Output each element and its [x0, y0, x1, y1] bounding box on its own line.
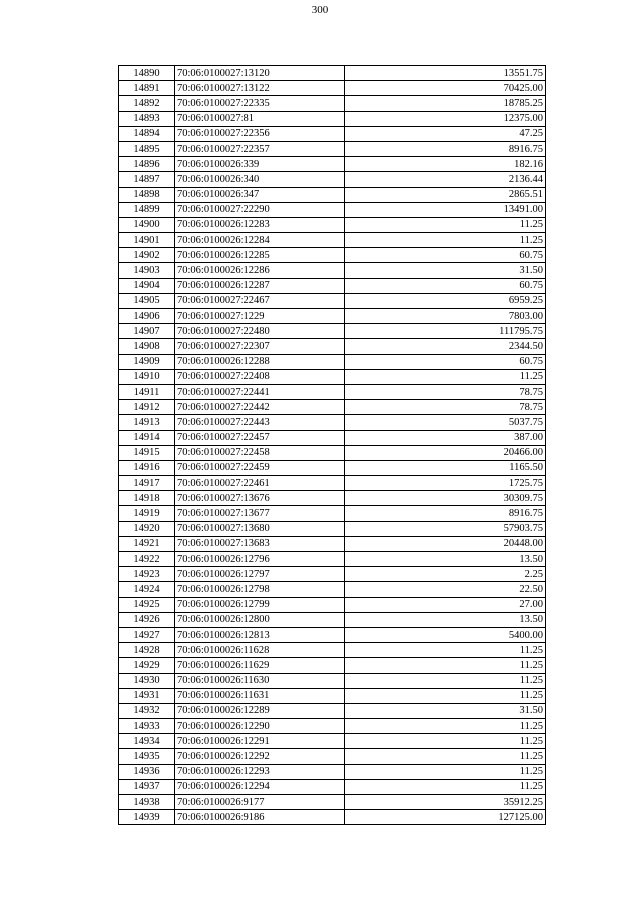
row-number-cell: 14895 — [119, 141, 175, 156]
table-row — [119, 96, 546, 111]
value-cell: 5400.00 — [345, 627, 546, 642]
cadastral-table — [118, 65, 546, 825]
table-row — [119, 536, 546, 551]
cadastral-number-cell: 70:06:0100026:12800 — [175, 612, 345, 627]
value-cell: 8916.75 — [345, 506, 546, 521]
table-row — [119, 506, 546, 521]
value-cell: 11.25 — [345, 369, 546, 384]
value-cell: 11.25 — [345, 673, 546, 688]
row-number-cell: 14909 — [119, 354, 175, 369]
value-cell: 20448.00 — [345, 536, 546, 551]
table-row — [119, 248, 546, 263]
cadastral-number-cell: 70:06:0100026:12797 — [175, 567, 345, 582]
value-cell: 78.75 — [345, 400, 546, 415]
row-number-cell: 14916 — [119, 460, 175, 475]
value-cell: 7803.00 — [345, 309, 546, 324]
table-row — [119, 597, 546, 612]
table-row — [119, 627, 546, 642]
value-cell: 13491.00 — [345, 202, 546, 217]
cadastral-number-cell: 70:06:0100026:12286 — [175, 263, 345, 278]
table-row — [119, 278, 546, 293]
table-row — [119, 354, 546, 369]
cadastral-number-cell: 70:06:0100027:22356 — [175, 126, 345, 141]
row-number-cell: 14918 — [119, 491, 175, 506]
table-row — [119, 445, 546, 460]
value-cell: 13.50 — [345, 612, 546, 627]
table-row — [119, 324, 546, 339]
value-cell: 31.50 — [345, 263, 546, 278]
cadastral-number-cell: 70:06:0100027:22461 — [175, 476, 345, 491]
row-number-cell: 14928 — [119, 643, 175, 658]
table-row — [119, 810, 546, 825]
row-number-cell: 14904 — [119, 278, 175, 293]
cadastral-number-cell: 70:06:0100026:11628 — [175, 643, 345, 658]
table-row — [119, 309, 546, 324]
row-number-cell: 14938 — [119, 795, 175, 810]
row-number-cell: 14932 — [119, 703, 175, 718]
cadastral-number-cell: 70:06:0100027:13122 — [175, 81, 345, 96]
row-number-cell: 14930 — [119, 673, 175, 688]
value-cell: 30309.75 — [345, 491, 546, 506]
cadastral-number-cell: 70:06:0100027:22408 — [175, 369, 345, 384]
value-cell: 127125.00 — [345, 810, 546, 825]
value-cell: 60.75 — [345, 278, 546, 293]
table-row — [119, 582, 546, 597]
row-number-cell: 14891 — [119, 81, 175, 96]
cadastral-number-cell: 70:06:0100026:11631 — [175, 688, 345, 703]
table-row — [119, 476, 546, 491]
cadastral-number-cell: 70:06:0100026:12289 — [175, 703, 345, 718]
table-row — [119, 643, 546, 658]
table-row — [119, 81, 546, 96]
table-row — [119, 141, 546, 156]
cadastral-number-cell: 70:06:0100026:12287 — [175, 278, 345, 293]
cadastral-number-cell: 70:06:0100026:12290 — [175, 719, 345, 734]
cadastral-number-cell: 70:06:0100026:12292 — [175, 749, 345, 764]
cadastral-number-cell: 70:06:0100026:12813 — [175, 627, 345, 642]
value-cell: 57903.75 — [345, 521, 546, 536]
value-cell: 11.25 — [345, 688, 546, 703]
row-number-cell: 14912 — [119, 400, 175, 415]
table-row — [119, 263, 546, 278]
value-cell: 78.75 — [345, 384, 546, 399]
value-cell: 47.25 — [345, 126, 546, 141]
cadastral-number-cell: 70:06:0100027:13676 — [175, 491, 345, 506]
table-row — [119, 688, 546, 703]
table-row — [119, 749, 546, 764]
row-number-cell: 14933 — [119, 719, 175, 734]
value-cell: 6959.25 — [345, 293, 546, 308]
value-cell: 2344.50 — [345, 339, 546, 354]
row-number-cell: 14892 — [119, 96, 175, 111]
cadastral-number-cell: 70:06:0100026:12283 — [175, 217, 345, 232]
cadastral-number-cell: 70:06:0100027:22467 — [175, 293, 345, 308]
row-number-cell: 14903 — [119, 263, 175, 278]
table-body — [119, 66, 546, 825]
table-row — [119, 172, 546, 187]
row-number-cell: 14927 — [119, 627, 175, 642]
cadastral-number-cell: 70:06:0100026:12293 — [175, 764, 345, 779]
value-cell: 8916.75 — [345, 141, 546, 156]
cadastral-number-cell: 70:06:0100027:22442 — [175, 400, 345, 415]
table-row — [119, 491, 546, 506]
value-cell: 11.25 — [345, 643, 546, 658]
table-row — [119, 293, 546, 308]
table-row — [119, 612, 546, 627]
cadastral-number-cell: 70:06:0100026:12799 — [175, 597, 345, 612]
value-cell: 27.00 — [345, 597, 546, 612]
row-number-cell: 14919 — [119, 506, 175, 521]
cadastral-number-cell: 70:06:0100027:22480 — [175, 324, 345, 339]
cadastral-number-cell: 70:06:0100027:1229 — [175, 309, 345, 324]
table-row — [119, 567, 546, 582]
row-number-cell: 14936 — [119, 764, 175, 779]
row-number-cell: 14931 — [119, 688, 175, 703]
row-number-cell: 14894 — [119, 126, 175, 141]
value-cell: 387.00 — [345, 430, 546, 445]
row-number-cell: 14905 — [119, 293, 175, 308]
value-cell: 12375.00 — [345, 111, 546, 126]
table-row — [119, 339, 546, 354]
value-cell: 2865.51 — [345, 187, 546, 202]
table-row — [119, 673, 546, 688]
value-cell: 11.25 — [345, 734, 546, 749]
table-row — [119, 111, 546, 126]
table-row — [119, 202, 546, 217]
row-number-cell: 14925 — [119, 597, 175, 612]
table-row — [119, 521, 546, 536]
table-row — [119, 384, 546, 399]
row-number-cell: 14897 — [119, 172, 175, 187]
value-cell: 182.16 — [345, 157, 546, 172]
cadastral-number-cell: 70:06:0100026:9177 — [175, 795, 345, 810]
value-cell: 11.25 — [345, 764, 546, 779]
table-row — [119, 719, 546, 734]
table-row — [119, 779, 546, 794]
row-number-cell: 14926 — [119, 612, 175, 627]
table-row — [119, 460, 546, 475]
cadastral-number-cell: 70:06:0100026:339 — [175, 157, 345, 172]
value-cell: 60.75 — [345, 354, 546, 369]
value-cell: 111795.75 — [345, 324, 546, 339]
value-cell: 11.25 — [345, 658, 546, 673]
row-number-cell: 14934 — [119, 734, 175, 749]
row-number-cell: 14924 — [119, 582, 175, 597]
cadastral-number-cell: 70:06:0100027:22441 — [175, 384, 345, 399]
cadastral-number-cell: 70:06:0100027:22357 — [175, 141, 345, 156]
cadastral-number-cell: 70:06:0100026:11630 — [175, 673, 345, 688]
table-row — [119, 795, 546, 810]
value-cell: 11.25 — [345, 233, 546, 248]
value-cell: 2.25 — [345, 567, 546, 582]
value-cell: 11.25 — [345, 217, 546, 232]
cadastral-number-cell: 70:06:0100026:12284 — [175, 233, 345, 248]
value-cell: 11.25 — [345, 719, 546, 734]
row-number-cell: 14906 — [119, 309, 175, 324]
row-number-cell: 14899 — [119, 202, 175, 217]
table-row — [119, 233, 546, 248]
row-number-cell: 14920 — [119, 521, 175, 536]
row-number-cell: 14922 — [119, 552, 175, 567]
row-number-cell: 14937 — [119, 779, 175, 794]
cadastral-number-cell: 70:06:0100026:9186 — [175, 810, 345, 825]
value-cell: 22.50 — [345, 582, 546, 597]
cadastral-number-cell: 70:06:0100027:81 — [175, 111, 345, 126]
row-number-cell: 14929 — [119, 658, 175, 673]
row-number-cell: 14914 — [119, 430, 175, 445]
value-cell: 13551.75 — [345, 66, 546, 81]
value-cell: 1165.50 — [345, 460, 546, 475]
value-cell: 2136.44 — [345, 172, 546, 187]
cadastral-number-cell: 70:06:0100027:22335 — [175, 96, 345, 111]
cadastral-number-cell: 70:06:0100026:12285 — [175, 248, 345, 263]
table-row — [119, 734, 546, 749]
row-number-cell: 14935 — [119, 749, 175, 764]
table-row — [119, 126, 546, 141]
cadastral-number-cell: 70:06:0100026:347 — [175, 187, 345, 202]
value-cell: 11.25 — [345, 779, 546, 794]
table-row — [119, 66, 546, 81]
row-number-cell: 14923 — [119, 567, 175, 582]
table-row — [119, 703, 546, 718]
row-number-cell: 14890 — [119, 66, 175, 81]
table-row — [119, 157, 546, 172]
cadastral-number-cell: 70:06:0100026:12796 — [175, 552, 345, 567]
row-number-cell: 14900 — [119, 217, 175, 232]
page-number: 300 — [311, 4, 329, 16]
value-cell: 35912.25 — [345, 795, 546, 810]
table-row — [119, 187, 546, 202]
value-cell: 31.50 — [345, 703, 546, 718]
row-number-cell: 14913 — [119, 415, 175, 430]
value-cell: 18785.25 — [345, 96, 546, 111]
cadastral-number-cell: 70:06:0100027:22459 — [175, 460, 345, 475]
row-number-cell: 14896 — [119, 157, 175, 172]
table-row — [119, 415, 546, 430]
row-number-cell: 14910 — [119, 369, 175, 384]
cadastral-number-cell: 70:06:0100026:12288 — [175, 354, 345, 369]
row-number-cell: 14902 — [119, 248, 175, 263]
row-number-cell: 14915 — [119, 445, 175, 460]
table-row — [119, 400, 546, 415]
row-number-cell: 14907 — [119, 324, 175, 339]
cadastral-number-cell: 70:06:0100027:22307 — [175, 339, 345, 354]
row-number-cell: 14939 — [119, 810, 175, 825]
table-row — [119, 217, 546, 232]
cadastral-number-cell: 70:06:0100026:12798 — [175, 582, 345, 597]
cadastral-number-cell: 70:06:0100027:22457 — [175, 430, 345, 445]
value-cell: 13.50 — [345, 552, 546, 567]
value-cell: 1725.75 — [345, 476, 546, 491]
cadastral-number-cell: 70:06:0100027:22458 — [175, 445, 345, 460]
table-row — [119, 369, 546, 384]
table-row — [119, 658, 546, 673]
cadastral-number-cell: 70:06:0100026:11629 — [175, 658, 345, 673]
row-number-cell: 14908 — [119, 339, 175, 354]
value-cell: 60.75 — [345, 248, 546, 263]
row-number-cell: 14921 — [119, 536, 175, 551]
table-row — [119, 764, 546, 779]
row-number-cell: 14917 — [119, 476, 175, 491]
row-number-cell: 14898 — [119, 187, 175, 202]
cadastral-number-cell: 70:06:0100027:13677 — [175, 506, 345, 521]
table-row — [119, 430, 546, 445]
cadastral-number-cell: 70:06:0100027:13120 — [175, 66, 345, 81]
value-cell: 20466.00 — [345, 445, 546, 460]
value-cell: 5037.75 — [345, 415, 546, 430]
value-cell: 70425.00 — [345, 81, 546, 96]
cadastral-number-cell: 70:06:0100026:12294 — [175, 779, 345, 794]
row-number-cell: 14901 — [119, 233, 175, 248]
cadastral-number-cell: 70:06:0100027:13680 — [175, 521, 345, 536]
cadastral-number-cell: 70:06:0100027:22443 — [175, 415, 345, 430]
cadastral-number-cell: 70:06:0100026:340 — [175, 172, 345, 187]
cadastral-number-cell: 70:06:0100027:13683 — [175, 536, 345, 551]
row-number-cell: 14911 — [119, 384, 175, 399]
cadastral-number-cell: 70:06:0100026:12291 — [175, 734, 345, 749]
cadastral-number-cell: 70:06:0100027:22290 — [175, 202, 345, 217]
table-row — [119, 552, 546, 567]
row-number-cell: 14893 — [119, 111, 175, 126]
value-cell: 11.25 — [345, 749, 546, 764]
